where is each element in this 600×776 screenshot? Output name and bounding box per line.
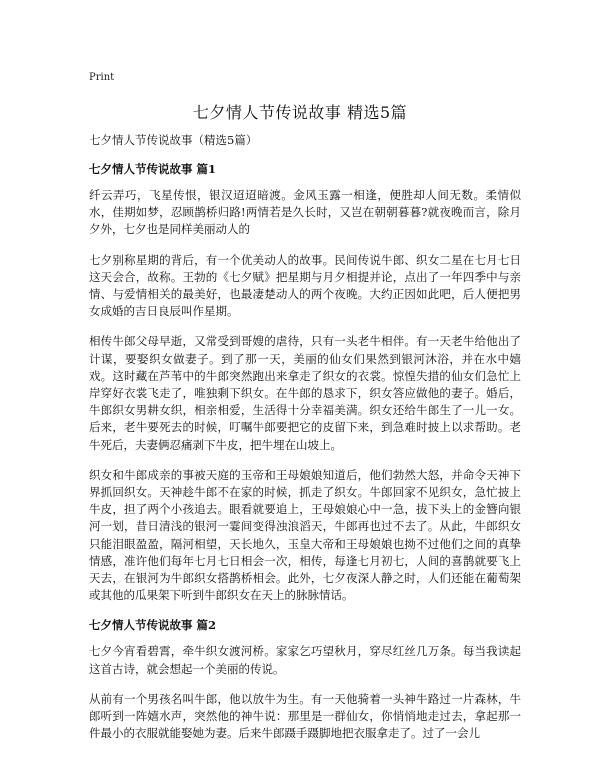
page-title: 七夕情人节传说故事 精选5篇 bbox=[192, 103, 408, 122]
paragraph: 七夕今宵看碧霄，牵牛织女渡河桥。家家乞巧望秋月，穿尽红丝几万条。每当我读起这首古诗，就会想起一个美丽的传说。 bbox=[89, 644, 521, 676]
print-label[interactable]: Print bbox=[89, 72, 115, 83]
section-1 bbox=[89, 161, 521, 604]
article-body bbox=[89, 132, 521, 755]
paragraph: 从前有一个男孩名叫牛郎，他以放牛为生。有一天他骑着一头神牛路过一片森林，牛郎听到一阵嬉水声，突然他的神牛说：那里是一群仙女，你悄悄地走过去，拿起那一件最小的衣服就能娶她为妻。后来牛郎蹑手蹑脚地把衣服拿走了。过了一会儿 bbox=[89, 691, 521, 741]
article-subtitle: 七夕情人节传说故事（精选5篇） bbox=[89, 133, 258, 147]
paragraph: 相传牛郎父母早逝，又常受到哥嫂的虐待，只有一头老牛相伴。有一天老牛给他出了计谋，要娶织女做妻子。到了那一天，美丽的仙女们果然到银河沐浴，并在水中嬉戏。这时藏在芦苇中的牛郎突然跑出来拿走了织女的衣裳。惊惶失措的仙女们急忙上岸穿好衣裳飞走了，唯独剩下织女。在牛郎的恳求下，织女答应做他的妻子。婚后，牛郎织女男耕女织，相亲相爱，生活得十分幸福美满。织女还给牛郎生了一儿一女。后来，老牛要死去的时候，叮嘱牛郎要把它的皮留下来，到急难时披上以求帮助。老牛死后，夫妻俩忍痛剥下牛皮，把牛埋在山坡上。 bbox=[89, 334, 521, 452]
section-heading: 七夕情人节传说故事 篇1 bbox=[89, 162, 217, 176]
paragraph: 纤云弄巧，飞星传恨，银汉迢迢暗渡。金风玉露一相逢，便胜却人间无数。柔情似水，佳期如梦，忍顾鹊桥归路!两情若是久长时，又岂在朝朝暮暮?就夜晚而言，除月夕外，七夕也是同样美丽动人的 bbox=[89, 188, 521, 237]
paragraph: 织女和牛郎成亲的事被天庭的玉帝和王母娘娘知道后，他们勃然大怒，并命令天神下界抓回织女。天神趁牛郎不在家的时候，抓走了织女。牛郎回家不见织女，急忙披上牛皮，担了两个小孩追去。眼看就要追上，王母娘娘心中一急，拔下头上的金簪向银河一划，昔日清浅的银河一霎间变得浊浪滔天，牛郎再也过不去了。从此，牛郎织女只能泪眼盈盈，隔河相望，天长地久，玉皇大帝和王母娘娘也拗不过他们之间的真挚情感，准许他们每年七月七日相会一次，相传，每逢七月初七，人间的喜鹊就要飞上天去，在银河为牛郎织女搭鹊桥相会。此外，七夕夜深人静之时，人们还能在葡萄架或其他的瓜果架下听到牛郎织女在天上的脉脉情话。 bbox=[89, 467, 521, 603]
section-2 bbox=[89, 617, 521, 742]
section-heading: 七夕情人节传说故事 篇2 bbox=[89, 618, 217, 633]
paragraph: 七夕别称星期的背后，有一个优美动人的故事。民间传说牛郎、织女二星在七月七日这天会合，故称。王勃的《七夕赋》把星期与月夕相提并论，点出了一年四季中与亲情、与爱情相关的最美好，也最凄楚动人的两个夜晚。大约正因如此吧，后人便把男女成婚的吉日良辰叫作星期。 bbox=[89, 252, 521, 319]
